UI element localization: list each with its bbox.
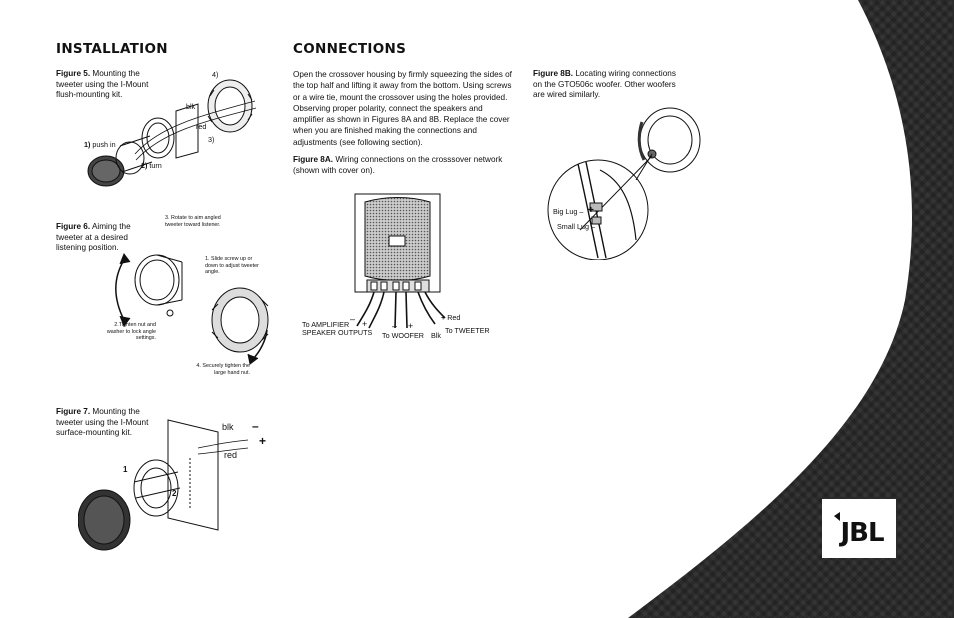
fig5-blk-label: blk	[186, 102, 196, 111]
fig8b-big-lug-label: Big Lug –	[553, 207, 584, 216]
connections-body: Open the crossover housing by firmly squeezing the sides of the top half and lifting it away from the bottom. Using screws or a wire tie, mount the crossover using the holes provided. Observing proper polarity, connect the speakers and amplifier as shown in Figures 8A and 8B. Replace the cover when you are finished making the connections and adjustments (see following section).	[293, 70, 512, 147]
fig8b-plus-label: +	[588, 205, 594, 216]
fig8a-woofer-label: To WOOFER	[382, 331, 424, 340]
fig8a-amp-label-line2: SPEAKER OUTPUTS	[302, 328, 373, 337]
figure-6-label: Figure 6.	[56, 222, 91, 231]
fig5-step3-label: 3)	[208, 135, 215, 144]
fig6-note-4: 4. Securely tighten the large hand nut.	[196, 363, 250, 376]
installation-heading: INSTALLATION	[56, 41, 168, 57]
fig6-note-1: 1. Slide screw up or down to adjust tweeter angle.	[205, 256, 259, 276]
fig7-plus-label: +	[259, 434, 267, 448]
fig7-step1-label: 1	[123, 465, 128, 474]
figure-8b-woofer-illustration	[540, 100, 720, 260]
fig7-step2-label: 2	[172, 489, 177, 498]
fig5-red-label: red	[196, 122, 207, 131]
figure-5-text: Mounting the tweeter using the I-Mount flush-mounting kit.	[56, 69, 149, 100]
fig8a-amp-minus: –	[350, 314, 356, 324]
figure-5-illustration	[80, 66, 270, 196]
fig8a-blk-label: Blk	[431, 331, 441, 340]
fig5-step4-label: 4)	[212, 70, 219, 79]
figure-8a-crossover-illustration	[345, 188, 450, 338]
fig8a-tweeter-label: To TWEETER	[445, 326, 490, 335]
connections-heading: CONNECTIONS	[293, 41, 407, 57]
figure-7-text: Mounting the tweeter using the I-Mount surface-mounting kit.	[56, 407, 149, 438]
fig8a-woofer-minus: –	[392, 321, 398, 331]
fig8a-amp-label-line1: To AMPLIFIER	[302, 320, 350, 329]
fig7-minus-label: –	[252, 419, 259, 433]
figure-8a-text: Wiring connections on the crosssover network (shown with cover on).	[293, 155, 503, 175]
figure-8b-caption	[533, 69, 678, 101]
jbl-logo-text: JBL	[840, 518, 884, 548]
fig8a-amp-plus: +	[362, 319, 368, 329]
figure-8a-label: Figure 8A.	[293, 155, 334, 164]
figure-8a-caption	[293, 155, 505, 176]
fig5-step2-label: 2) turn	[141, 161, 162, 170]
fig7-blk-label: blk	[222, 422, 234, 432]
fig6-note-3: 3. Rotate to aim angled tweeter toward listener.	[165, 215, 221, 228]
figure-5-label: Figure 5.	[56, 69, 91, 78]
figure-8b-text: Locating wiring connections on the GTO506c woofer. Other woofers are wired similarly.	[533, 69, 676, 100]
jbl-logo	[822, 499, 896, 558]
figure-7-illustration	[78, 418, 278, 568]
fig6-note-2: 2.Tighten nut and washer to lock angle settings.	[106, 322, 156, 342]
jbl-logo-mark	[822, 499, 896, 558]
fig8b-small-lug-label: Small Lug –	[557, 222, 595, 231]
fig8a-woofer-plus: +	[408, 321, 414, 331]
figure-8b-label: Figure 8B.	[533, 69, 574, 78]
fig5-step1-label: 1) push in	[84, 140, 116, 149]
fig7-red-label: red	[224, 450, 238, 460]
figure-7-label: Figure 7.	[56, 407, 91, 416]
fig8a-red-label: + Red	[441, 313, 461, 322]
figure-6-text: Aiming the tweeter at a desired listening position.	[56, 222, 131, 253]
